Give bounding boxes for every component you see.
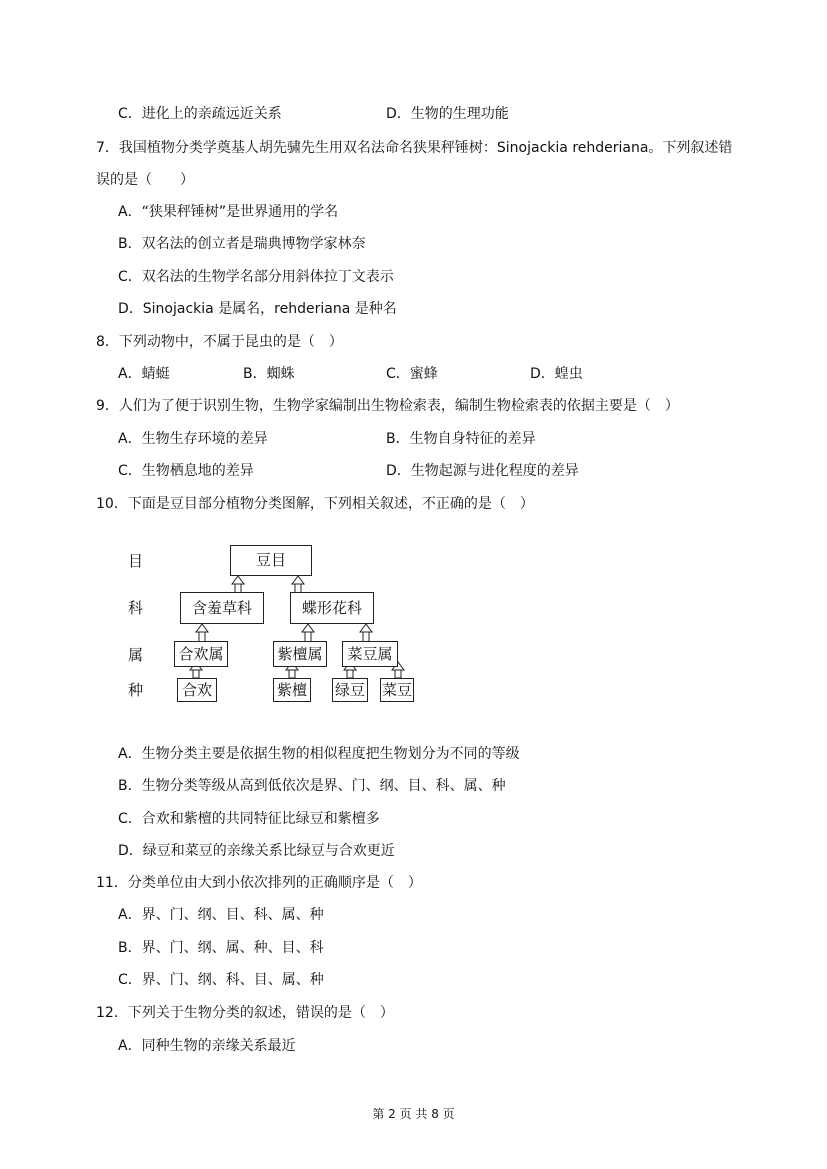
text-line: D．生物的生理功能 xyxy=(386,106,509,122)
taxonomy-diagram xyxy=(120,540,430,710)
text-line: D．绿豆和菜豆的亲缘关系比绿豆与合欢更近 xyxy=(118,843,395,859)
species-node: 菜豆 xyxy=(380,678,414,702)
text-line: 10．下面是豆目部分植物分类图解，下列相关叙述，不正确的是（ ） xyxy=(96,496,534,512)
text-line: B．蜘蛛 xyxy=(243,366,295,382)
family-node: 蝶形花科 xyxy=(290,592,374,624)
hollow-arrow-icon xyxy=(360,624,372,632)
genus-node: 菜豆属 xyxy=(342,641,398,667)
rank-label-genus: 属 xyxy=(128,646,144,664)
rank-label-order: 目 xyxy=(128,552,144,570)
rank-label-family: 科 xyxy=(128,599,144,617)
text-line: C．蜜蜂 xyxy=(386,366,438,382)
text-line: 8．下列动物中，不属于昆虫的是（ ） xyxy=(96,334,343,350)
text-line: C．合欢和紫檀的共同特征比绿豆和紫檀多 xyxy=(118,811,380,827)
text-line: D．Sinojackia 是属名，rehderiana 是种名 xyxy=(118,301,397,317)
text-line: A．“狭果秤锤树”是世界通用的学名 xyxy=(118,204,339,220)
text-line: A．同种生物的亲缘关系最近 xyxy=(118,1038,296,1054)
text-line: 9．人们为了便于识别生物，生物学家编制出生物检索表，编制生物检索表的依据主要是（ ） xyxy=(96,398,679,414)
text-line: 7．我国植物分类学奠基人胡先骕先生用双名法命名狭果秤锤树：Sinojackia rehderiana。下列叙述错 xyxy=(96,140,733,156)
text-line: B．生物分类等级从高到低依次是界、门、纲、目、科、属、种 xyxy=(118,778,506,794)
text-line: C．界、门、纲、科、目、属、种 xyxy=(118,972,324,988)
hollow-arrow-icon xyxy=(292,576,304,584)
text-line: B．界、门、纲、属、种、目、科 xyxy=(118,940,324,956)
arrow-shaft xyxy=(395,670,401,678)
text-line: C．进化上的亲疏远近关系 xyxy=(118,106,282,122)
rank-label-species: 种 xyxy=(128,681,144,699)
text-line: 误的是（ ） xyxy=(96,172,194,188)
text-line: C．生物栖息地的差异 xyxy=(118,463,254,479)
text-line: B．生物自身特征的差异 xyxy=(386,431,536,447)
text-line: D．蝗虫 xyxy=(530,366,583,382)
text-line: A．蜻蜓 xyxy=(118,366,170,382)
text-line: C．双名法的生物学名部分用斜体拉丁文表示 xyxy=(118,269,394,285)
text-line: A．生物生存环境的差异 xyxy=(118,431,268,447)
species-node: 绿豆 xyxy=(332,678,368,702)
family-node: 含羞草科 xyxy=(180,592,264,624)
hollow-arrow-icon xyxy=(232,576,244,584)
arrow-shaft xyxy=(193,670,199,678)
text-line: D．生物起源与进化程度的差异 xyxy=(386,463,579,479)
species-node: 合欢 xyxy=(177,678,217,702)
text-line: B．双名法的创立者是瑞典博物学家林奈 xyxy=(118,236,366,252)
hollow-arrow-icon xyxy=(196,624,208,632)
hollow-arrow-icon xyxy=(302,624,314,632)
genus-node: 合欢属 xyxy=(174,641,228,667)
order-node: 豆目 xyxy=(230,545,312,576)
text-line: A．生物分类主要是依据生物的相似程度把生物划分为不同的等级 xyxy=(118,746,520,762)
text-line: A．界、门、纲、目、科、属、种 xyxy=(118,907,324,923)
species-node: 紫檀 xyxy=(273,678,311,702)
text-line: 11．分类单位由大到小依次排列的正确顺序是（ ） xyxy=(96,875,422,891)
text-line: 12．下列关于生物分类的叙述，错误的是（ ） xyxy=(96,1005,394,1021)
arrow-shaft xyxy=(347,670,353,678)
page-footer: 第 2 页 共 8 页 xyxy=(372,1107,455,1121)
genus-node: 紫檀属 xyxy=(273,641,327,667)
arrow-shaft xyxy=(289,670,295,678)
